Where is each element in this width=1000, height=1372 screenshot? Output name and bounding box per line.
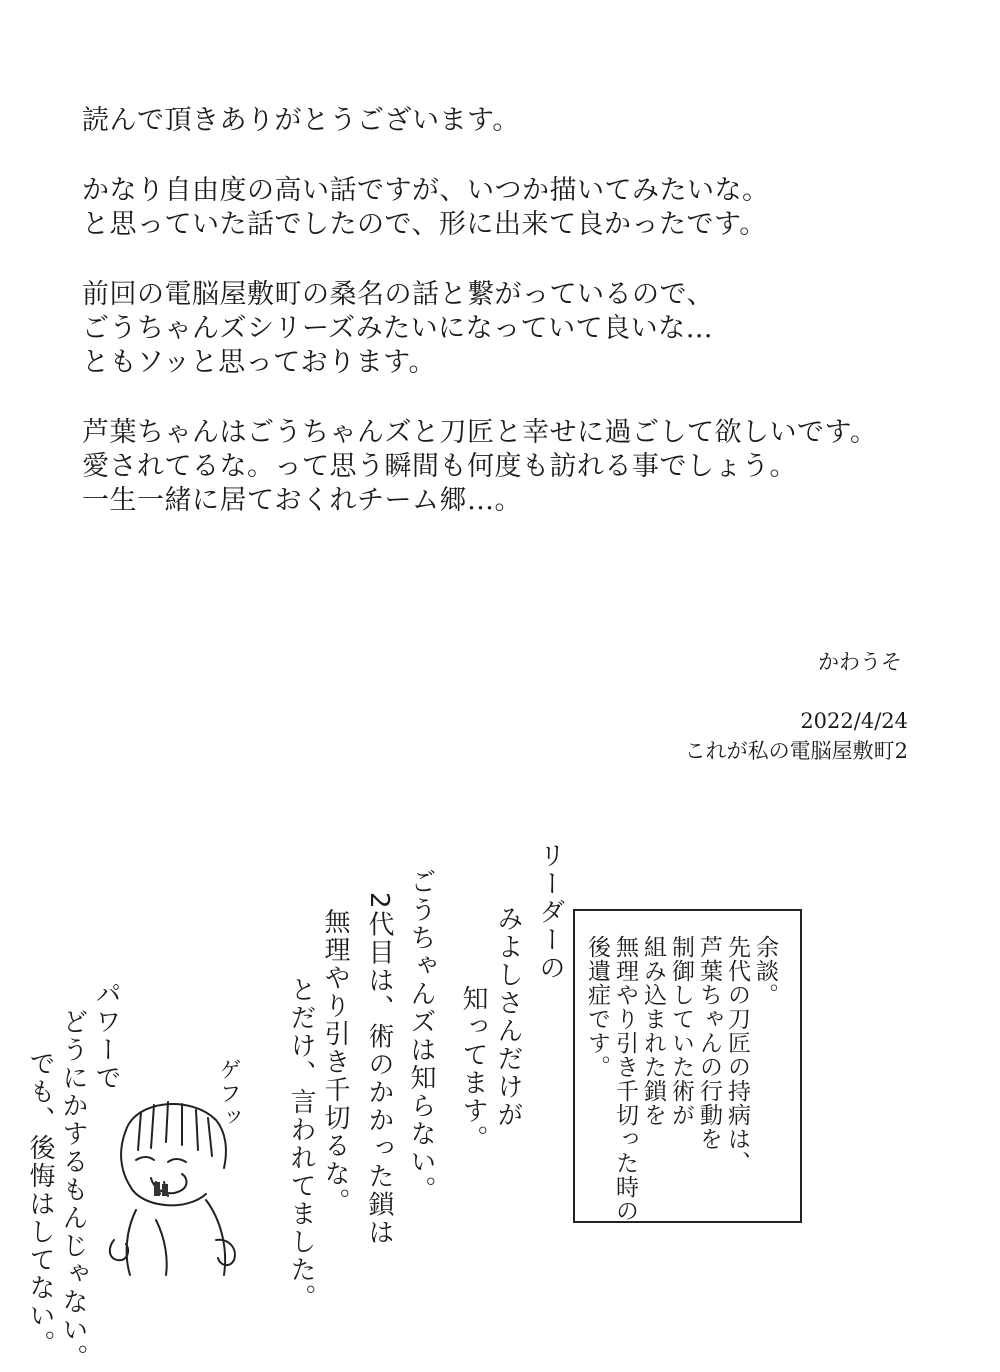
aside-note-line: 余談。 bbox=[752, 935, 778, 1007]
aside-note-box bbox=[573, 909, 802, 1223]
afterword-paragraph-1 bbox=[82, 104, 942, 138]
handwritten-sound-effect: ゲフッ bbox=[216, 1058, 241, 1130]
afterword-line: かなり自由度の高い話ですが、いつか描いてみたいな。 bbox=[82, 175, 770, 206]
aside-note-line: 制御していた術が bbox=[668, 935, 694, 1127]
aside-note-line: 組み込まれた鎖を bbox=[640, 935, 666, 1127]
coughing-character-sketch-icon bbox=[96, 1090, 256, 1280]
afterword-paragraph-3 bbox=[82, 278, 942, 380]
handwritten-note-told: とだけ、言われてました。 bbox=[286, 976, 316, 1312]
aside-note-line: 芦葉ちゃんの行動を bbox=[696, 935, 722, 1151]
afterword-line: と思っていた話でしたので、形に出来て良かったです。 bbox=[82, 209, 767, 240]
handwritten-note-gochans: ごうちゃんズは知らない。 bbox=[406, 868, 436, 1204]
publication-info bbox=[685, 706, 908, 766]
afterword-line: 愛されてるな。って思う瞬間も何度も訪れる事でしょう。 bbox=[82, 451, 797, 482]
author-signature: かわうそ bbox=[818, 650, 902, 674]
aside-note-line: 無理やり引き千切った時の bbox=[612, 935, 638, 1223]
handwritten-note-not-solved: どうにかするもんじゃない。 bbox=[58, 1008, 88, 1372]
handwritten-note-power: パワーで bbox=[91, 980, 121, 1092]
aside-note-line: 先代の刀匠の持病は、 bbox=[724, 935, 750, 1175]
afterword-line: 読んで頂きありがとうございます。 bbox=[82, 105, 520, 136]
publication-date: 2022/4/24 bbox=[800, 709, 908, 733]
afterword-paragraph-2 bbox=[82, 174, 942, 242]
book-title: これが私の電脳屋敷町2 bbox=[684, 739, 908, 763]
handwritten-note-dont-tear: 無理やり引き千切るな。 bbox=[320, 908, 350, 1216]
afterword-line: 前回の電脳屋敷町の桑名の話と繋がっているので、 bbox=[82, 279, 714, 310]
afterword-text bbox=[82, 104, 942, 554]
handwritten-note-leader: リーダーの bbox=[535, 842, 565, 982]
handwritten-note-miyoshi: みよしさんだけが bbox=[493, 905, 523, 1129]
handwritten-note-second-gen: 2代目は、術のかかった鎖は bbox=[364, 892, 394, 1247]
afterword-line: 一生一緒に居ておくれチーム郷…。 bbox=[82, 485, 522, 516]
handwritten-note-no-regret: でも、後悔はしてない。 bbox=[25, 1050, 55, 1358]
afterword-line: 芦葉ちゃんはごうちゃんズと刀匠と幸せに過ごして欲しいです。 bbox=[82, 417, 878, 448]
afterword-line: ともソッと思っております。 bbox=[82, 347, 436, 378]
afterword-line: ごうちゃんズシリーズみたいになっていて良いな… bbox=[82, 313, 714, 344]
handwritten-note-knows: 知ってます。 bbox=[458, 985, 488, 1153]
aside-note-line: 後遺症です。 bbox=[584, 935, 610, 1079]
afterword-paragraph-4 bbox=[82, 416, 942, 518]
